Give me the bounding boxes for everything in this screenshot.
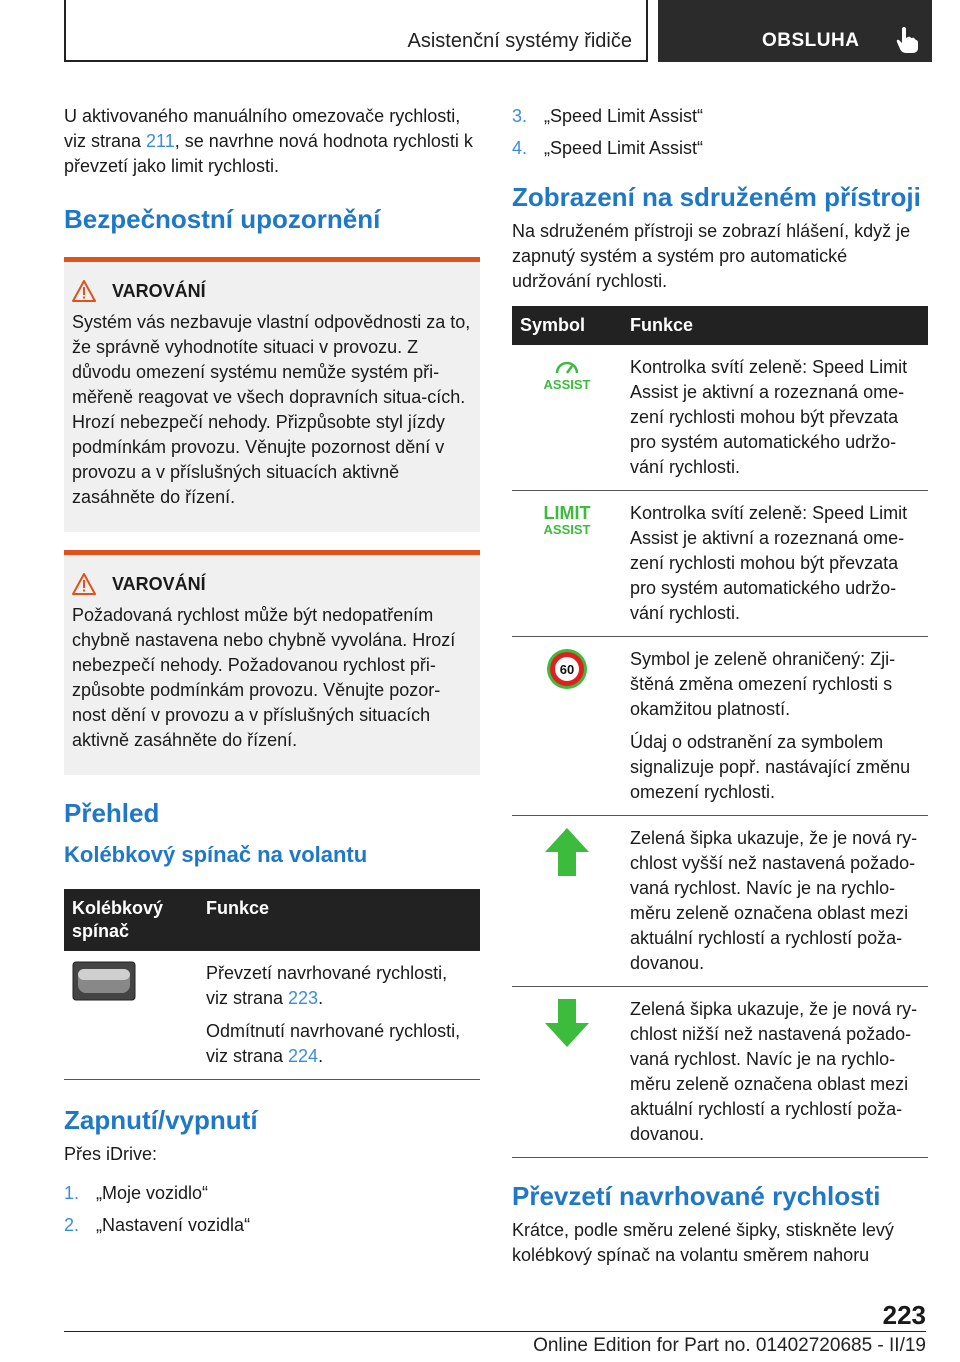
overview-heading: Přehled — [64, 798, 160, 828]
page-number: 223 — [882, 1300, 926, 1330]
list-item: 3. „Speed Limit Assist“ — [512, 106, 704, 126]
warning-text: Systém vás nezbavuje vlastní odpovědnosti za to, že správně vyhodnotíte situaci v provozu. Z důvodu omezení systému nemůže systém při-měřeně reagovat ve všech dopravních situa-cích. Hrozí nebezpečí nehody. Přizpůsobte styl jízdy podmínkám provozu. Věnujte pozornost dění v provozu a v příslušných situacích aktivně zasáhněte do řízení. — [72, 312, 471, 507]
cluster-intro: Na sdruženém přístroji se zobrazí hlášení, když je zapnutý systém a systém pro automatické udržování rychlosti. — [512, 221, 911, 291]
page-link-223[interactable]: 223 — [288, 988, 319, 1008]
cluster-heading: Zobrazení na sdruženém přístroji — [512, 182, 921, 212]
steps-list-right — [512, 104, 928, 161]
warning-triangle-icon — [72, 573, 96, 595]
svg-text:ASSIST: ASSIST — [543, 522, 591, 537]
table-header-switch: Kolébkový spínač — [64, 889, 198, 951]
page-link-211[interactable]: 211 — [146, 131, 175, 151]
list-item: 2. „Nastavení vozidla“ — [64, 1215, 251, 1235]
rocker-switch-icon — [72, 961, 136, 1001]
table-header-function: Funkce — [198, 889, 480, 951]
function-reject: Odmítnutí navrhované rychlosti, viz strana 224. — [206, 1021, 461, 1066]
table-row — [64, 951, 480, 1080]
footer-divider — [64, 1331, 926, 1332]
svg-text:ASSIST: ASSIST — [543, 377, 591, 392]
speedometer-assist-icon — [537, 355, 597, 395]
accept-heading: Převzetí navrhované rychlosti — [512, 1181, 881, 1211]
steps-list-left — [64, 1181, 480, 1238]
warning-triangle-icon — [72, 280, 96, 302]
table-row: Zelená šipka ukazuje, že je nová ry-chlost vyšší než nastavená požado-vaná rychlost. Navíc je na rychlo-měru zeleně označena oblast mezi aktuální rychlostí a rychlostí poža-dovanou. — [512, 816, 928, 987]
accept-text: Krátce, podle směru zelené šipky, stiskněte levý kolébkový spínač na volantu směrem nahoru — [512, 1220, 894, 1265]
right-column — [512, 104, 928, 1268]
header-section-box — [64, 0, 648, 62]
table-row: 60 Symbol je zeleně ohraničený: Zji-štěná změna omezení rychlosti s okamžitou platností. Údaj o odstranění za symbolem signalizuje popř. nastávající změnu omezení rychlosti. — [512, 637, 928, 816]
table-header-symbol: Symbol — [512, 306, 622, 345]
table-row: Zelená šipka ukazuje, že je nová ry-chlost nižší než nastavená požado-vaná rychlost. Navíc je na rychlo-měru zeleně označena oblast mezi aktuální rychlostí a rychlostí poža-dovanou. — [512, 987, 928, 1158]
list-item: 4. „Speed Limit Assist“ — [512, 138, 704, 158]
section-title: Asistenční systémy řidiče — [407, 30, 632, 52]
hand-pointer-icon — [896, 26, 918, 54]
symbol-table — [512, 306, 928, 1158]
list-item: 1. „Moje vozidlo“ — [64, 1183, 209, 1203]
left-column — [64, 104, 480, 1245]
warning-box-2 — [64, 550, 480, 775]
intro-paragraph: U aktivovaného manuálního omezovače rychlosti, viz strana 211, se navrhne nová hodnota rychlosti k převzetí jako limit rychlosti. — [64, 106, 473, 176]
onoff-intro: Přes iDrive: — [64, 1144, 158, 1164]
chapter-tab-label: OBSLUHA — [762, 30, 860, 51]
warning-text: Požadovaná rychlost může být nedopatřením chybně nastavena nebo chybně vyvolána. Hrozí nebezpečí nehody. Požadovanou rychlost při-způsobte podmínkám provozu. Věnujte pozor-nost dění v provozu a v příslušných situacích aktivně zasáhněte do řízení. — [72, 605, 456, 750]
table-row: LIMIT ASSIST Kontrolka svítí zeleně: Speed Limit Assist je aktivní a rozeznaná ome-zení rychlosti mohou být převzata pro systém automatického udržo-vání rychlosti. — [512, 491, 928, 637]
safety-heading: Bezpečnostní upozornění — [64, 204, 381, 234]
warning-title: VAROVÁNÍ — [112, 280, 206, 301]
edition-text: Online Edition for Part no. 01402720685 - II/19 — [533, 1335, 926, 1356]
rocker-switch-table — [64, 889, 480, 1080]
green-arrow-up-icon — [543, 826, 591, 878]
limit-assist-icon — [537, 501, 597, 541]
speed-limit-sign-icon — [545, 647, 589, 691]
svg-text:LIMIT: LIMIT — [543, 503, 591, 523]
table-header-function: Funkce — [622, 306, 928, 345]
svg-text:60: 60 — [559, 662, 575, 677]
warning-title: VAROVÁNÍ — [112, 573, 206, 594]
green-arrow-down-icon — [543, 997, 591, 1049]
table-row: ASSIST Kontrolka svítí zeleně: Speed Limit Assist je aktivní a rozeznaná ome-zení rychlosti mohou být převzata pro systém automatického udržo-vání rychlosti. — [512, 345, 928, 491]
page-link-224[interactable]: 224 — [288, 1046, 319, 1066]
onoff-heading: Zapnutí/vypnutí — [64, 1105, 258, 1135]
rocker-heading: Kolébkový spínač na volantu — [64, 842, 368, 867]
chapter-tab[interactable] — [658, 0, 932, 62]
warning-box-1 — [64, 257, 480, 532]
function-accept: Převzetí navrhované rychlosti, viz strana 223. — [206, 963, 448, 1008]
